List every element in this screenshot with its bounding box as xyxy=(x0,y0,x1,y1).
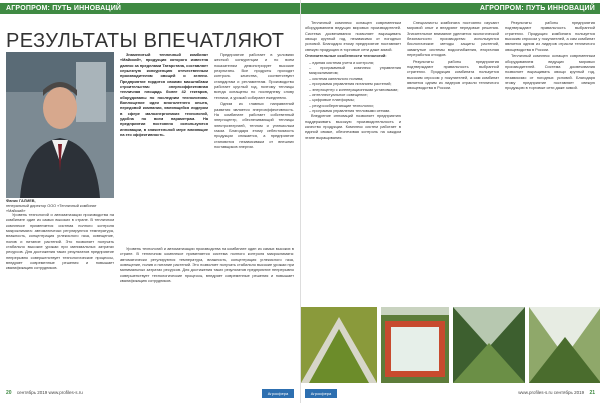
list-item: – интеллектуальное освещение; xyxy=(309,91,368,97)
portrait-photo xyxy=(6,52,114,198)
right-footer xyxy=(301,387,600,399)
publication-logo-left: Агросфера xyxy=(262,389,294,398)
section-header-right: АГРОПРОМ: ПУТЬ ИННОВАЦИЙ xyxy=(301,3,600,14)
right-column-1: Тепличный комплекс оснащен современным оборудованием ведущих мировых производителей. Система досвечивания позволяет выращивать овощи круглый год, независимо от погодных условий. Благодаря этому предприятие поставляет свежую продукцию в торговые сети даже зимой. Отличительные особенности технологий: – единая система учета и контроля; – программный комплекс управления микроклиматом; – система капельного полива; – программа управления питанием растений; – энергоцентр с когенерационными установками; – интеллектуальное освещение; – цифровые платформы; – ресурсосберегающие технологии; – программа управления тепловыми сетями. Внедрение инноваций позволяет предприятию поддерживать высокую производительность и качество продукции. Комплекс систем работает в единой связке, обеспечивая контроль на каждом этапе выращивания. xyxy=(305,20,401,140)
list-item: – единая система учета и контроля; xyxy=(309,59,374,65)
bullets-title: Отличительные особенности технологий: xyxy=(305,53,387,59)
left-footer xyxy=(0,387,300,399)
list-item: – энергоцентр с когенерационными установками; xyxy=(309,86,399,92)
list-item: – цифровые платформы; xyxy=(309,97,355,103)
technology-list xyxy=(305,60,401,113)
greenhouse-photos xyxy=(301,307,600,383)
publication-logo-right: Агросфера xyxy=(305,389,337,398)
lead-paragraph: Знаменитый тепличный комбинат «Майский», продукция которого известна далеко за пределами Татарстана, составляет серьезную конкуренцию отечественным производителям овощей и зелени. Предприятие гордится своими масштабами строительства: энергоэффективная тепличная площадь более 42 гектаров, оборудованы по последним технологиям. Воплощение идеи многолетнего опыта, передовой компании, являющейся лидером в сфере малоэнергоемких технологий, удобна по всем параметрам. На предприятии постоянно используются инновации, в значительной мере влияющие на его эффективность. xyxy=(120,52,208,138)
caption-role: генеральный директор ООО «Тепличный комбинат «Майский» xyxy=(6,204,97,213)
left-column-1b: Уровень технологий и автоматизации производства на комбинате один из самых высоких в стране. В тепличном комплексе применяется система полного контроля микроклимата: автоматически регулируются температура, влажность, концентрация углекислого газа, освещение, полив и питание растений. Это позволяет получать стабильно высокие урожаи при минимальных затратах ресурсов. Для достижения таких результатов предприятие непрерывно совершенствует технологические процессы, внедряет современные решения и повышает квалификацию сотрудников. xyxy=(6,212,114,271)
left-column-3: Уровень технологий и автоматизации производства на комбинате один из самых высоких в стране. В тепличном комплексе применяется система полного контроля микроклимата: автоматически регулируются температура, влажность, концентрация углекислого газа, освещение, полив и питание растений. Это позволяет получать стабильно высокие урожаи при минимальных затратах ресурсов. Для достижения таких результатов предприятие непрерывно совершенствует технологические процессы, внедряет современные решения и повышает квалификацию сотрудников. xyxy=(120,246,294,284)
list-item: – программа управления тепловыми сетями. xyxy=(309,107,391,113)
left-column-2a: Предприятие работает в условиях жесткой конкуренции и по всем показателям демонстрирует высокие результаты. Все продукты проходят контроль качества, соответствуют стандартам и регламентам. Производство работает круглый год, поэтому теплицы всегда оснащены по последнему слову техники, а урожай собирают ежедневно. Одним из главных направлений развития является энергоэффективность. На комбинате работает собственный энергоцентр, обеспечивающий теплицы электроэнергией, теплом и углекислым газом. Благодаря этому себестоимость продукции снижается, а предприятие становится независимым от внешних поставщиков энергии. xyxy=(214,52,294,150)
article-title: РЕЗУЛЬТАТЫ ВПЕЧАТЛЯЮТ xyxy=(6,30,285,52)
page-number-right: 21 xyxy=(589,390,595,396)
right-page xyxy=(300,0,600,403)
page-number-left: 20 xyxy=(6,390,12,396)
footer-text-left: сентябрь 2019 www.profiles-s.ru xyxy=(16,390,83,395)
caption-name: Фанис ГАЛИЕВ, xyxy=(6,199,36,203)
list-item: – система капельного полива; xyxy=(309,75,364,81)
section-header-left: АГРОПРОМ: ПУТЬ ИННОВАЦИЙ xyxy=(0,3,300,14)
list-item: – ресурсосберегающие технологии; xyxy=(309,102,374,108)
right-column-3: Результаты работы предприятия подтверждают правильность выбранной стратегии. Продукция комбината пользуется высоким спросом у покупателей, а сам комбинат является одним из лидеров отрасли тепличного овощеводства в России. Тепличный комплекс оснащен современным оборудованием ведущих мировых производителей. Система досвечивания позволяет выращивать овощи круглый год, независимо от погодных условий. Благодаря этому предприятие поставляет свежую продукцию в торговые сети даже зимой. xyxy=(505,20,595,91)
list-item: – программный комплекс управления микроклиматом; xyxy=(309,65,401,76)
footer-text-right: www.profiles-s.ru сентябрь 2019 xyxy=(518,390,585,395)
list-item: – программа управления питанием растений; xyxy=(309,81,392,87)
right-column-2: Специалисты комбината постоянно изучают мировой опыт и внедряют передовые решения. Значительное внимание уделяется экологической безопасности производства: используются биологические методы защиты растений, замкнутые системы водоснабжения, вторичная переработка отходов. Результаты работы предприятия подтверждают правильность выбранной стратегии. Продукция комбината пользуется высоким спросом у покупателей, а сам комбинат является одним из лидеров отрасли тепличного овощеводства в России. xyxy=(407,20,499,91)
